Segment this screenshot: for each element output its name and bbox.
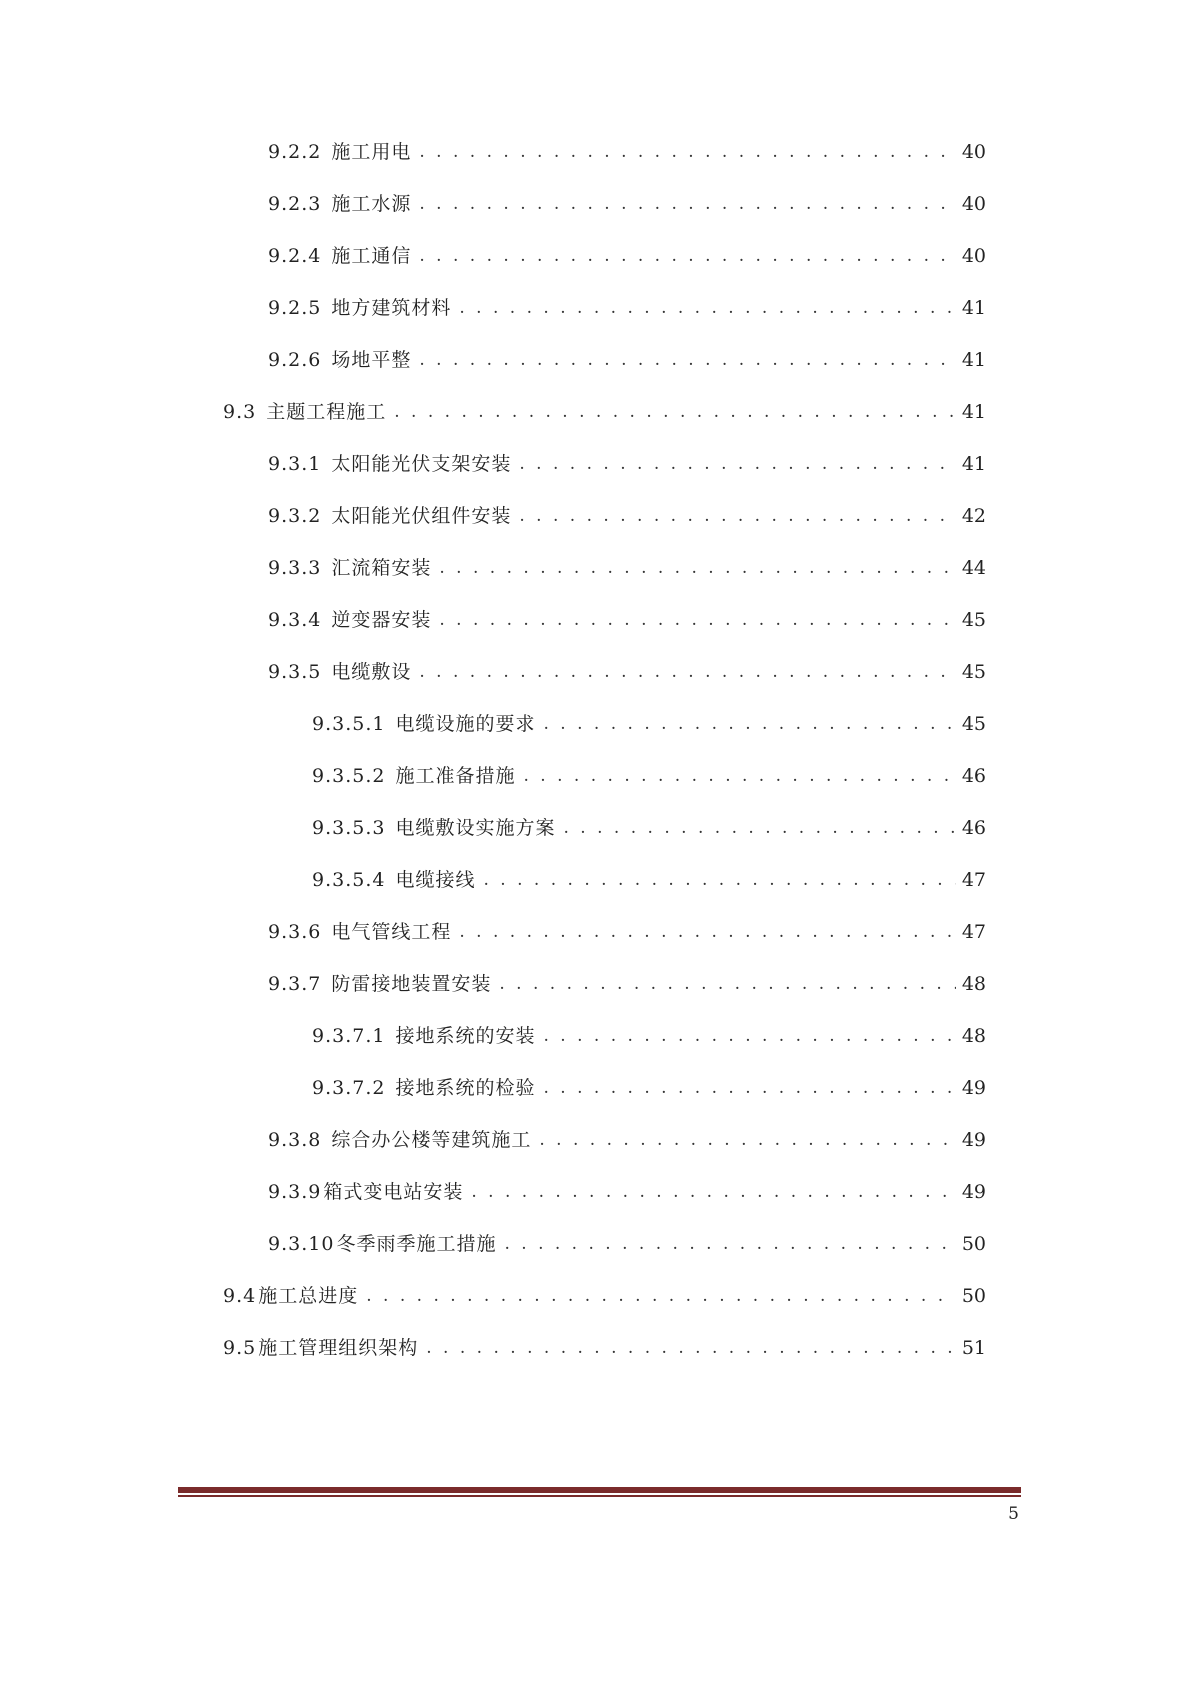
toc-entry-number: 9.3.5.2 [312, 765, 386, 787]
toc-dot-leader [504, 1228, 955, 1260]
toc-dot-leader [419, 656, 955, 688]
toc-dot-leader [419, 240, 955, 272]
toc-entry-page: 45 [961, 713, 986, 735]
toc-entry-title: 地方建筑材料 [331, 297, 452, 319]
toc-entry[interactable] [268, 916, 986, 948]
footer-divider [178, 1487, 1021, 1497]
toc-entry[interactable] [268, 968, 986, 1000]
toc-entry[interactable] [268, 448, 986, 480]
toc-entry-number: 9.3.7 [268, 973, 322, 995]
toc-entry-title: 防雷接地装置安装 [331, 973, 492, 995]
toc-entry-number: 9.2.4 [268, 245, 322, 267]
toc-entry-page: 46 [961, 765, 986, 787]
toc-dot-leader [519, 448, 955, 480]
toc-dot-leader [426, 1332, 956, 1364]
toc-entry-page: 45 [961, 661, 986, 683]
toc-dot-leader [419, 188, 955, 220]
toc-entry-number: 9.3.7.2 [312, 1077, 386, 1099]
toc-dot-leader [394, 396, 956, 428]
toc-entry-title: 电缆敷设实施方案 [395, 817, 556, 839]
toc-entry-page: 49 [961, 1077, 986, 1099]
toc-entry-number: 9.2.3 [268, 193, 322, 215]
toc-dot-leader [459, 916, 955, 948]
toc-entry[interactable] [268, 292, 986, 324]
toc-entry-title: 太阳能光伏组件安装 [331, 505, 512, 527]
toc-entry-page: 45 [961, 609, 986, 631]
toc-entry-title: 主题工程施工 [266, 401, 387, 423]
toc-entry-number: 9.5 [223, 1337, 257, 1359]
toc-entry-page: 44 [961, 557, 986, 579]
toc-entry-title: 场地平整 [331, 349, 412, 371]
toc-entry-title: 电缆接线 [395, 869, 476, 891]
toc-entry[interactable] [312, 708, 986, 740]
toc-dot-leader [419, 136, 955, 168]
toc-entry-number: 9.3.5 [268, 661, 322, 683]
toc-entry-page: 42 [961, 505, 986, 527]
toc-dot-leader [539, 1124, 955, 1156]
toc-entry-number: 9.3.4 [268, 609, 322, 631]
toc-entry-title: 电气管线工程 [331, 921, 452, 943]
toc-entry[interactable] [312, 760, 986, 792]
toc-dot-leader [366, 1280, 956, 1312]
toc-entry[interactable] [268, 188, 986, 220]
toc-entry[interactable] [268, 1176, 986, 1208]
toc-entry-number: 9.2.6 [268, 349, 322, 371]
footer-divider-thin [178, 1495, 1021, 1497]
toc-entry-page: 41 [961, 349, 986, 371]
toc-dot-leader [524, 760, 956, 792]
toc-entry-title: 电缆设施的要求 [395, 713, 536, 735]
toc-entry-title: 太阳能光伏支架安装 [331, 453, 512, 475]
toc-entry-page: 50 [961, 1233, 986, 1255]
toc-entry-page: 41 [961, 401, 986, 423]
toc-entry-page: 46 [961, 817, 986, 839]
toc-entry-page: 51 [961, 1337, 986, 1359]
toc-dot-leader [439, 604, 955, 636]
toc-entry[interactable] [268, 552, 986, 584]
toc-entry-number: 9.3.1 [268, 453, 322, 475]
toc-dot-leader [544, 708, 956, 740]
toc-entry-title: 箱式变电站安装 [323, 1181, 464, 1203]
toc-entry-page: 40 [961, 245, 986, 267]
toc-entry-title: 冬季雨季施工措施 [336, 1233, 497, 1255]
toc-entry-title: 汇流箱安装 [331, 557, 432, 579]
toc-entry-number: 9.3.3 [268, 557, 322, 579]
toc-entry[interactable] [268, 604, 986, 636]
toc-entry-page: 48 [961, 1025, 986, 1047]
toc-entry-title: 综合办公楼等建筑施工 [331, 1129, 532, 1151]
toc-entry-page: 40 [961, 193, 986, 215]
toc-entry-number: 9.2.5 [268, 297, 322, 319]
toc-entry-page: 41 [961, 297, 986, 319]
toc-entry-title: 施工管理组织架构 [258, 1337, 419, 1359]
toc-entry[interactable] [312, 812, 986, 844]
toc-entry[interactable] [223, 396, 986, 428]
toc-entry-number: 9.3.5.3 [312, 817, 386, 839]
toc-entry-title: 施工准备措施 [395, 765, 516, 787]
toc-entry-number: 9.2.2 [268, 141, 322, 163]
toc-entry-page: 40 [961, 141, 986, 163]
toc-entry-title: 接地系统的安装 [395, 1025, 536, 1047]
toc-entry[interactable] [223, 1332, 986, 1364]
toc-dot-leader [564, 812, 956, 844]
toc-entry-page: 49 [961, 1181, 986, 1203]
toc-entry-title: 逆变器安装 [331, 609, 432, 631]
toc-entry[interactable] [268, 136, 986, 168]
toc-dot-leader [459, 292, 955, 324]
toc-entry-page: 49 [961, 1129, 986, 1151]
toc-entry[interactable] [268, 344, 986, 376]
toc-entry[interactable] [268, 500, 986, 532]
toc-entry-page: 47 [961, 921, 986, 943]
toc-dot-leader [544, 1020, 956, 1052]
toc-entry-number: 9.3.8 [268, 1129, 322, 1151]
toc-entry-title: 接地系统的检验 [395, 1077, 536, 1099]
toc-entry[interactable] [268, 1228, 986, 1260]
toc-entry-title: 电缆敷设 [331, 661, 412, 683]
toc-entry-title: 施工用电 [331, 141, 412, 163]
toc-entry-number: 9.3.7.1 [312, 1025, 386, 1047]
toc-entry[interactable] [268, 240, 986, 272]
toc-entry-page: 48 [961, 973, 986, 995]
toc-entry[interactable] [268, 656, 986, 688]
toc-entry[interactable] [312, 1072, 986, 1104]
toc-dot-leader [519, 500, 955, 532]
toc-dot-leader [439, 552, 955, 584]
toc-entry-number: 9.3 [223, 401, 257, 423]
toc-entry[interactable] [312, 864, 986, 896]
toc-entry-page: 47 [961, 869, 986, 891]
toc-entry-page: 41 [961, 453, 986, 475]
toc-entry-number: 9.3.5.1 [312, 713, 386, 735]
toc-entry-title: 施工总进度 [258, 1285, 359, 1307]
toc-entry[interactable] [312, 1020, 986, 1052]
toc-entry-title: 施工水源 [331, 193, 412, 215]
toc-entry-page: 50 [961, 1285, 986, 1307]
footer-divider-thick [178, 1487, 1021, 1493]
toc-entry-number: 9.3.6 [268, 921, 322, 943]
toc-entry-number: 9.3.9 [268, 1181, 322, 1203]
toc-dot-leader [419, 344, 955, 376]
toc-entry-number: 9.3.2 [268, 505, 322, 527]
toc-entry-title: 施工通信 [331, 245, 412, 267]
toc-dot-leader [544, 1072, 956, 1104]
toc-entry[interactable] [268, 1124, 986, 1156]
toc-entry-number: 9.3.5.4 [312, 869, 386, 891]
toc-dot-leader [471, 1176, 955, 1208]
page-number: 5 [1008, 1504, 1019, 1524]
toc-entry-number: 9.3.10 [268, 1233, 335, 1255]
toc-dot-leader [484, 864, 956, 896]
toc-entry-number: 9.4 [223, 1285, 257, 1307]
toc-dot-leader [499, 968, 955, 1000]
toc-entry[interactable] [223, 1280, 986, 1312]
